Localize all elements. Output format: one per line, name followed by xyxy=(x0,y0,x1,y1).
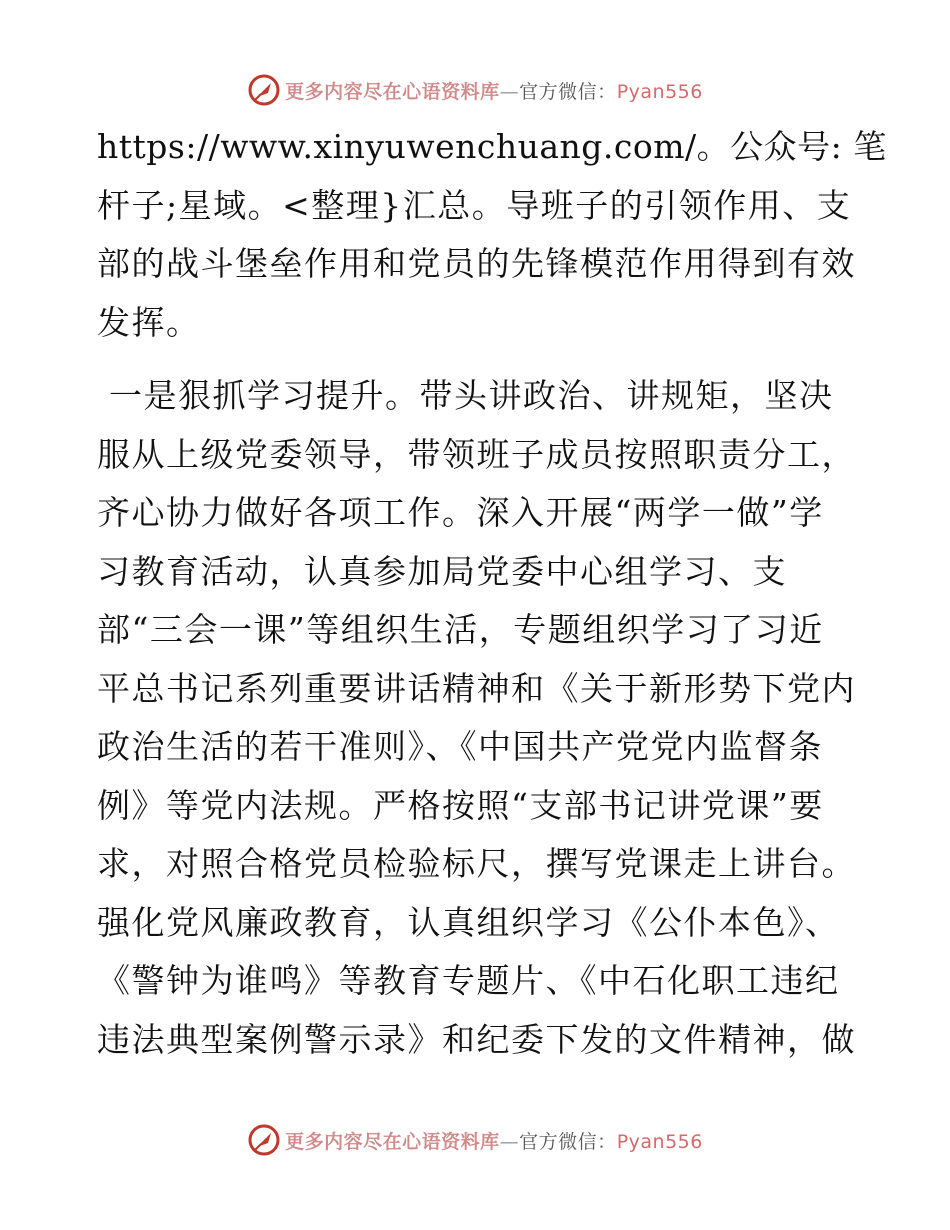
document-body xyxy=(97,118,887,1069)
footer-banner xyxy=(0,1120,950,1160)
paragraph-1 xyxy=(97,118,887,352)
quill-logo-icon xyxy=(247,1123,281,1157)
header-banner xyxy=(0,70,950,110)
paragraph-gap xyxy=(97,352,857,367)
text-line: 部的战斗堡垒作用和党员的先锋模范作用得到有效 xyxy=(97,244,856,283)
text-line: 发挥。 xyxy=(97,302,201,342)
banner-dash: — xyxy=(499,1130,520,1153)
text-line: 一是狠抓学习提升。带头讲政治、讲规矩，坚决 xyxy=(97,376,834,415)
text-line: 平总书记系列重要讲话精神和《关于新形势下党内 xyxy=(97,668,856,708)
text-line: 《警钟为谁鸣》等教育专题片、《中石化职工违纪 xyxy=(97,961,840,1000)
text-line: 强化党风廉政教育，认真组织学习《公仆本色》、 xyxy=(97,902,840,942)
banner-brand: 更多内容尽在心语资料库 xyxy=(285,1130,500,1153)
banner-wechat-id: Pyan556 xyxy=(616,1130,703,1153)
banner-dash: — xyxy=(499,80,520,103)
quill-logo-icon xyxy=(247,73,281,107)
banner-text xyxy=(285,1127,703,1154)
text-line: 杆子;星域。<整理}汇总。导班子的引领作用、支 xyxy=(97,185,852,225)
text-line: https://www.xinyuwenchuang.com/。公众号: 笔 xyxy=(97,127,887,166)
text-line: 习教育活动，认真参加局党委中心组学习、支 xyxy=(97,551,787,591)
text-line: 例》等党内法规。严格按照“支部书记讲党课”要 xyxy=(97,785,824,825)
text-line: 齐心协力做好各项工作。深入开展“两学一做”学 xyxy=(97,493,824,532)
text-line: 政治生活的若干准则》、《中国共产党党内监督条 xyxy=(97,727,823,766)
text-line: 求，对照合格党员检验标尺，撰写党课走上讲台。 xyxy=(97,844,856,883)
text-line: 部“三会一课”等组织生活，专题组织学习了习近 xyxy=(97,610,824,649)
banner-wechat-label: 官方微信： xyxy=(519,1130,617,1153)
paragraph-2 xyxy=(97,367,857,1069)
banner-wechat-label: 官方微信： xyxy=(519,80,617,103)
banner-brand: 更多内容尽在心语资料库 xyxy=(285,80,500,103)
text-line: 违法典型案例警示录》和纪委下发的文件精神，做 xyxy=(97,1019,856,1059)
banner-wechat-id: Pyan556 xyxy=(616,80,703,103)
text-line: 服从上级党委领导，带领班子成员按照职责分工， xyxy=(97,434,856,474)
banner-text xyxy=(285,77,703,104)
